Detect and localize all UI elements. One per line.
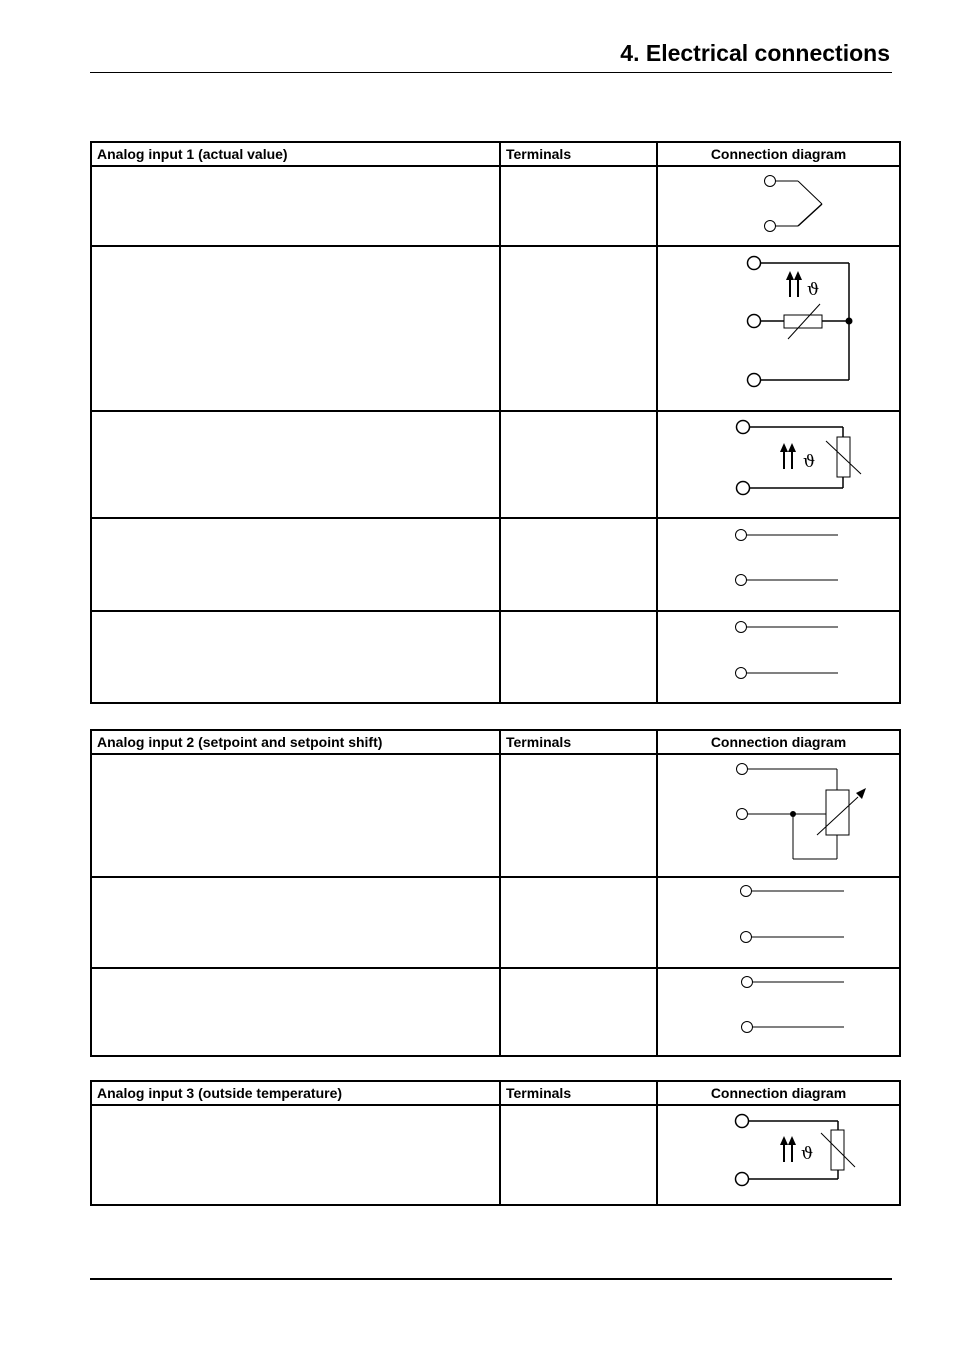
table-row	[91, 411, 900, 518]
diagram-cell	[657, 411, 900, 518]
rtd-two-wire-icon	[658, 1106, 897, 1204]
two-terminal-input-icon	[658, 519, 897, 610]
terminals-cell	[500, 1105, 657, 1205]
svg-text:ϑ: ϑ	[803, 452, 816, 472]
section-heading: Analog input 1 (actual value)	[91, 142, 500, 166]
two-terminal-input-icon	[658, 612, 897, 702]
analog-input-3-table	[90, 1080, 901, 1206]
terminals-cell	[500, 877, 657, 968]
description-cell	[91, 877, 500, 968]
diagram-heading: Connection diagram	[657, 1081, 900, 1105]
diagram-cell	[657, 611, 900, 703]
terminals-cell	[500, 518, 657, 611]
table-header-row	[91, 142, 900, 166]
diagram-cell	[657, 518, 900, 611]
terminals-heading: Terminals	[500, 142, 657, 166]
diagram-cell	[657, 968, 900, 1056]
description-cell	[91, 968, 500, 1056]
page-title: 4. Electrical connections	[620, 40, 890, 66]
description-cell	[91, 611, 500, 703]
table-header-row	[91, 730, 900, 754]
table-row	[91, 518, 900, 611]
terminals-cell	[500, 411, 657, 518]
diagram-heading: Connection diagram	[657, 142, 900, 166]
table-row	[91, 246, 900, 411]
terminals-cell	[500, 754, 657, 877]
description-cell	[91, 411, 500, 518]
potentiometer-icon	[658, 755, 897, 876]
two-terminal-input-icon	[658, 969, 897, 1055]
svg-text:ϑ: ϑ	[801, 1144, 814, 1164]
header-rule	[90, 72, 892, 73]
table-row	[91, 968, 900, 1056]
terminals-cell	[500, 246, 657, 411]
terminals-cell	[500, 166, 657, 246]
table-row	[91, 1105, 900, 1205]
analog-input-2-table	[90, 729, 901, 1057]
terminals-cell	[500, 968, 657, 1056]
description-cell	[91, 166, 500, 246]
table-row	[91, 877, 900, 968]
table-row	[91, 166, 900, 246]
two-terminal-input-icon	[658, 878, 897, 967]
description-cell	[91, 754, 500, 877]
section-heading: Analog input 3 (outside temperature)	[91, 1081, 500, 1105]
thermocouple-icon	[658, 167, 897, 245]
footer-rule	[90, 1278, 892, 1280]
terminals-heading: Terminals	[500, 730, 657, 754]
svg-text:ϑ: ϑ	[807, 280, 820, 300]
rtd-two-wire-icon	[658, 412, 897, 517]
description-cell	[91, 246, 500, 411]
diagram-heading: Connection diagram	[657, 730, 900, 754]
diagram-cell	[657, 877, 900, 968]
description-cell	[91, 518, 500, 611]
analog-input-1-table	[90, 141, 901, 704]
terminals-heading: Terminals	[500, 1081, 657, 1105]
diagram-cell	[657, 1105, 900, 1205]
table-header-row	[91, 1081, 900, 1105]
section-heading: Analog input 2 (setpoint and setpoint shift)	[91, 730, 500, 754]
table-row	[91, 754, 900, 877]
terminals-cell	[500, 611, 657, 703]
diagram-cell	[657, 754, 900, 877]
diagram-cell	[657, 166, 900, 246]
diagram-cell	[657, 246, 900, 411]
table-row	[91, 611, 900, 703]
rtd-three-wire-icon	[658, 247, 897, 410]
description-cell	[91, 1105, 500, 1205]
